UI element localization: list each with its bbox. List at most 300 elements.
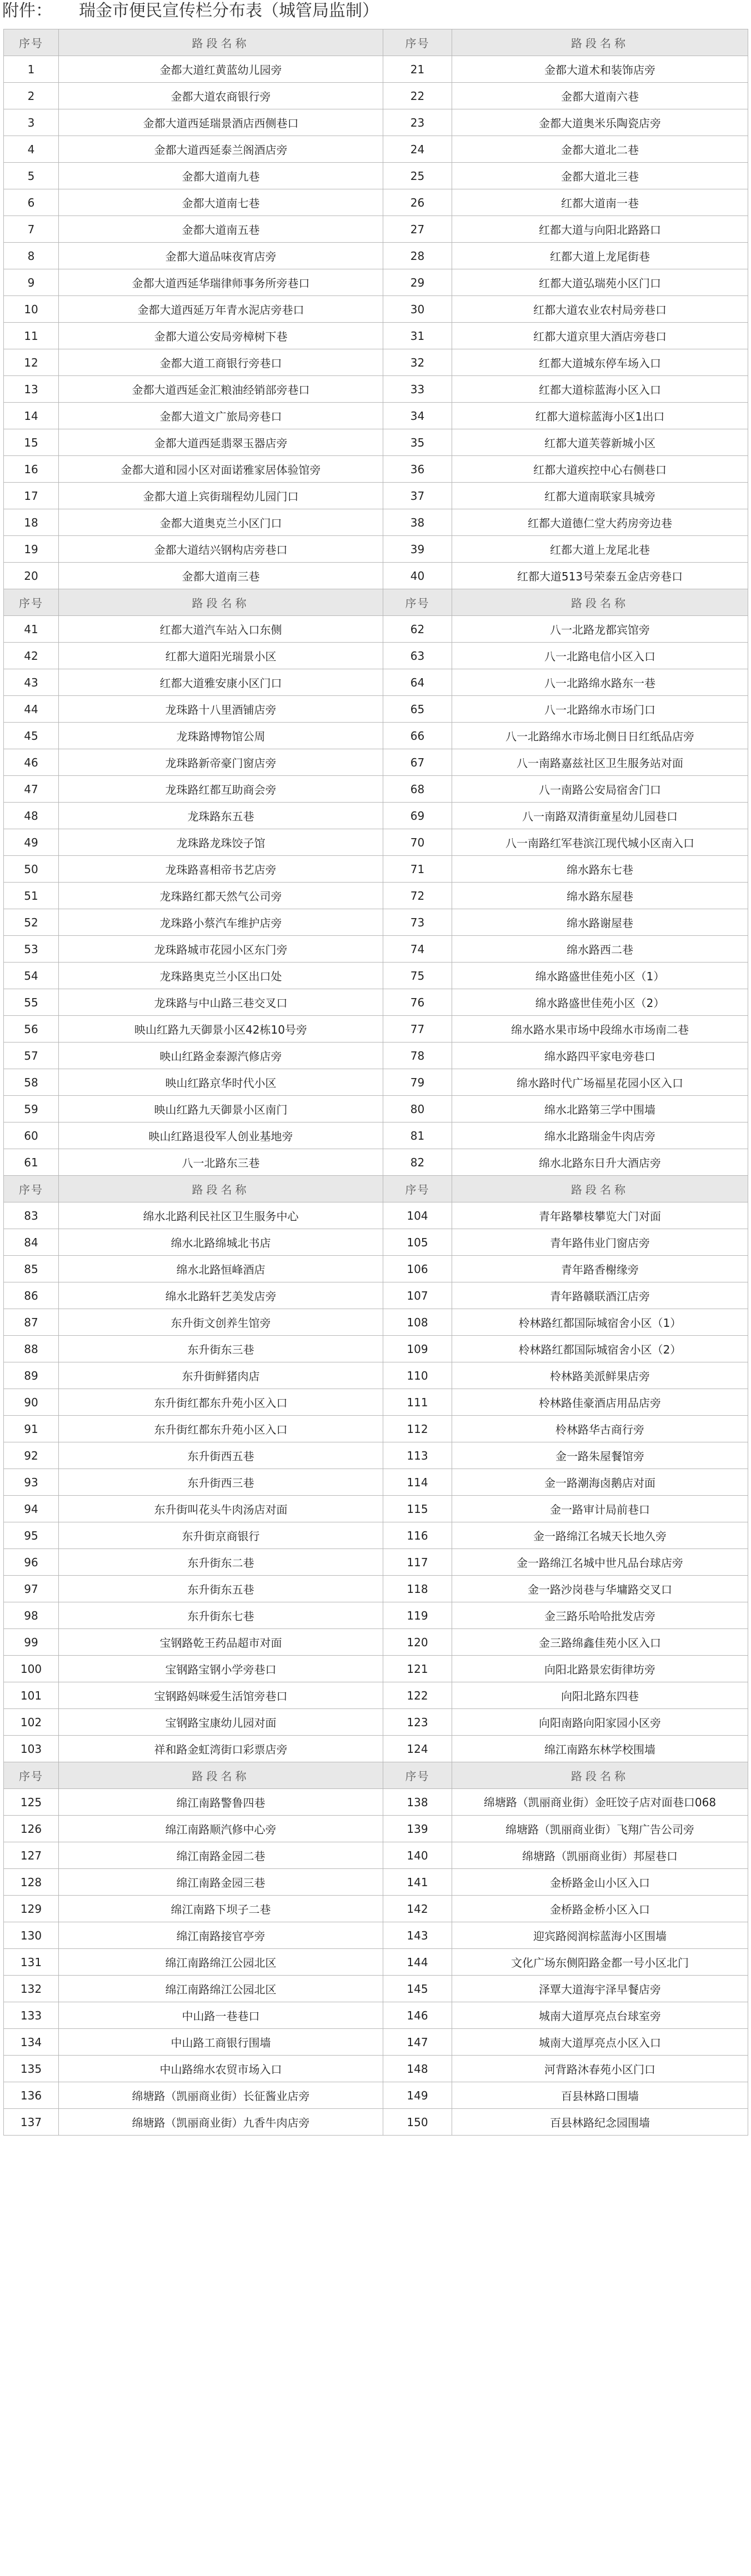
road-name-left: 龙珠路龙珠饺子馆 [59, 829, 383, 856]
road-name-left: 映山红路九天御景小区42栋10号旁 [59, 1016, 383, 1043]
table-row [4, 1389, 748, 1416]
serial-left: 19 [4, 536, 59, 563]
serial-right: 68 [383, 776, 452, 803]
road-name-right: 红都大道城东停车场入口 [452, 349, 748, 376]
serial-left: 60 [4, 1122, 59, 1149]
road-name-right: 柃林路红都国际城宿舍小区（2） [452, 1336, 748, 1362]
header-name-left: 路段名称 [59, 1762, 383, 1789]
road-name-right: 向阳北路景宏街律坊旁 [452, 1656, 748, 1682]
table-row [4, 989, 748, 1016]
road-name-left: 金都大道西延翡翠玉器店旁 [59, 429, 383, 456]
road-name-left: 东升街东七巷 [59, 1602, 383, 1629]
header-name-right: 路段名称 [452, 29, 748, 56]
serial-right: 108 [383, 1309, 452, 1336]
road-name-left: 金都大道奥克兰小区门口 [59, 509, 383, 536]
serial-left: 53 [4, 936, 59, 963]
table-row [4, 189, 748, 216]
table-row [4, 1069, 748, 1096]
header-serial-left: 序号 [4, 589, 59, 616]
road-name-right: 青年路攀枝攀览大门对面 [452, 1202, 748, 1229]
serial-left: 41 [4, 616, 59, 643]
serial-left: 47 [4, 776, 59, 803]
serial-right: 104 [383, 1202, 452, 1229]
road-name-right: 八一南路红军巷滨江现代城小区南入口 [452, 829, 748, 856]
table-row [4, 669, 748, 696]
serial-left: 6 [4, 189, 59, 216]
table-row [4, 1442, 748, 1469]
table-row [4, 1362, 748, 1389]
serial-left: 57 [4, 1043, 59, 1069]
road-name-right: 金一路审计局前巷口 [452, 1496, 748, 1522]
table-row [4, 109, 748, 136]
road-name-left: 东升街红都东升苑小区入口 [59, 1389, 383, 1416]
road-name-right: 八一南路公安局宿舍门口 [452, 776, 748, 803]
road-name-right: 城南大道厚亮点小区入口 [452, 2029, 748, 2056]
serial-right: 118 [383, 1576, 452, 1602]
road-name-right: 柃林路华古商行旁 [452, 1416, 748, 1442]
table-row [4, 803, 748, 829]
table-row [4, 1682, 748, 1709]
table-row [4, 1096, 748, 1122]
distribution-table [3, 29, 748, 2136]
road-name-right: 城南大道厚亮点台球室旁 [452, 2002, 748, 2029]
serial-left: 134 [4, 2029, 59, 2056]
serial-left: 126 [4, 1816, 59, 1842]
serial-right: 32 [383, 349, 452, 376]
serial-right: 107 [383, 1282, 452, 1309]
road-name-right: 青年路伟业门窗店旁 [452, 1229, 748, 1256]
road-name-right: 红都大道南一巷 [452, 189, 748, 216]
serial-right: 115 [383, 1496, 452, 1522]
road-name-left: 映山红路京华时代小区 [59, 1069, 383, 1096]
road-name-right: 绵塘路（凯丽商业街）邦屋巷口 [452, 1842, 748, 1869]
table-row [4, 1922, 748, 1949]
serial-right: 28 [383, 243, 452, 269]
road-name-left: 中山路一巷巷口 [59, 2002, 383, 2029]
serial-right: 144 [383, 1949, 452, 1976]
serial-left: 99 [4, 1629, 59, 1656]
serial-right: 70 [383, 829, 452, 856]
road-name-left: 八一北路东三巷 [59, 1149, 383, 1176]
serial-left: 18 [4, 509, 59, 536]
road-name-right: 红都大道农业农村局旁巷口 [452, 296, 748, 323]
table-header-row [4, 589, 748, 616]
table-row [4, 1202, 748, 1229]
road-name-left: 东升街文创养生馆旁 [59, 1309, 383, 1336]
road-name-right: 绵水北路东日升大酒店旁 [452, 1149, 748, 1176]
serial-left: 43 [4, 669, 59, 696]
serial-right: 145 [383, 1976, 452, 2002]
road-name-right: 红都大道上龙尾街巷 [452, 243, 748, 269]
table-row [4, 403, 748, 429]
road-name-right: 文化广场东侧阳路金都一号小区北门 [452, 1949, 748, 1976]
road-name-left: 龙珠路与中山路三巷交叉口 [59, 989, 383, 1016]
table-row [4, 1469, 748, 1496]
road-name-left: 金都大道西延华瑞律师事务所旁巷口 [59, 269, 383, 296]
serial-left: 127 [4, 1842, 59, 1869]
serial-left: 128 [4, 1869, 59, 1896]
table-row [4, 1256, 748, 1282]
serial-right: 79 [383, 1069, 452, 1096]
road-name-left: 绵江南路警鲁四巷 [59, 1789, 383, 1816]
road-name-right: 绵塘路（凯丽商业街）飞翔广告公司旁 [452, 1816, 748, 1842]
road-name-left: 映山红路退役军人创业基地旁 [59, 1122, 383, 1149]
header-serial-right: 序号 [383, 1762, 452, 1789]
table-row [4, 1336, 748, 1362]
serial-left: 12 [4, 349, 59, 376]
serial-left: 56 [4, 1016, 59, 1043]
road-name-right: 金桥路金山小区入口 [452, 1869, 748, 1896]
road-name-right: 绵水北路瑞金牛肉店旁 [452, 1122, 748, 1149]
serial-right: 117 [383, 1549, 452, 1576]
road-name-left: 东升街叫花头牛肉汤店对面 [59, 1496, 383, 1522]
road-name-right: 绵水路水果市场中段绵水市场南二巷 [452, 1016, 748, 1043]
road-name-left: 绵江南路绵江公园北区 [59, 1976, 383, 2002]
road-name-right: 红都大道弘瑞苑小区门口 [452, 269, 748, 296]
serial-left: 9 [4, 269, 59, 296]
road-name-right: 红都大道与向阳北路路口 [452, 216, 748, 243]
serial-right: 25 [383, 163, 452, 189]
table-row [4, 2029, 748, 2056]
serial-left: 58 [4, 1069, 59, 1096]
serial-left: 16 [4, 456, 59, 483]
serial-right: 123 [383, 1709, 452, 1736]
road-name-left: 金都大道南三巷 [59, 563, 383, 589]
table-row [4, 1043, 748, 1069]
serial-right: 121 [383, 1656, 452, 1682]
header-serial-right: 序号 [383, 1176, 452, 1202]
table-row [4, 856, 748, 883]
road-name-left: 金都大道南九巷 [59, 163, 383, 189]
serial-right: 71 [383, 856, 452, 883]
table-row [4, 1736, 748, 1762]
table-row [4, 2109, 748, 2136]
serial-left: 94 [4, 1496, 59, 1522]
table-row [4, 136, 748, 163]
road-name-right: 迎宾路阅润棕蓝海小区围墙 [452, 1922, 748, 1949]
serial-left: 93 [4, 1469, 59, 1496]
road-name-left: 东升街京商银行 [59, 1522, 383, 1549]
road-name-left: 祥和路金虹湾街口彩票店旁 [59, 1736, 383, 1762]
road-name-right: 绵水路四平家电旁巷口 [452, 1043, 748, 1069]
table-row [4, 1549, 748, 1576]
road-name-left: 红都大道汽车站入口东侧 [59, 616, 383, 643]
table-row [4, 723, 748, 749]
serial-right: 82 [383, 1149, 452, 1176]
table-row [4, 696, 748, 723]
road-name-right: 青年路赣联酒江店旁 [452, 1282, 748, 1309]
serial-left: 125 [4, 1789, 59, 1816]
road-name-right: 青年路香榭缘旁 [452, 1256, 748, 1282]
header-name-right: 路段名称 [452, 1176, 748, 1202]
road-name-right: 金一路朱屋餐馆旁 [452, 1442, 748, 1469]
table-row [4, 536, 748, 563]
road-name-left: 龙珠路东五巷 [59, 803, 383, 829]
road-name-left: 绵江南路顺汽修中心旁 [59, 1816, 383, 1842]
road-name-left: 映山红路九天御景小区南门 [59, 1096, 383, 1122]
serial-left: 54 [4, 963, 59, 989]
serial-left: 44 [4, 696, 59, 723]
serial-left: 92 [4, 1442, 59, 1469]
table-row [4, 1602, 748, 1629]
serial-left: 102 [4, 1709, 59, 1736]
serial-right: 39 [383, 536, 452, 563]
header-name-right: 路段名称 [452, 1762, 748, 1789]
serial-left: 101 [4, 1682, 59, 1709]
road-name-left: 东升街东三巷 [59, 1336, 383, 1362]
serial-left: 46 [4, 749, 59, 776]
table-row [4, 1816, 748, 1842]
table-row [4, 643, 748, 669]
road-name-right: 金都大道奥米乐陶瓷店旁 [452, 109, 748, 136]
serial-right: 122 [383, 1682, 452, 1709]
road-name-right: 绵水路东屋巷 [452, 883, 748, 909]
table-header-row [4, 1762, 748, 1789]
road-name-right: 金一路沙岗巷与华墉路交叉口 [452, 1576, 748, 1602]
serial-right: 67 [383, 749, 452, 776]
serial-left: 84 [4, 1229, 59, 1256]
table-row [4, 1709, 748, 1736]
road-name-right: 金一路绵江名城中世凡品台球店旁 [452, 1549, 748, 1576]
road-name-left: 金都大道南五巷 [59, 216, 383, 243]
serial-left: 136 [4, 2082, 59, 2109]
road-name-left: 宝钢路妈咪爱生活馆旁巷口 [59, 1682, 383, 1709]
road-name-left: 金都大道西延瑞景酒店西侧巷口 [59, 109, 383, 136]
road-name-left: 龙珠路城市花园小区东门旁 [59, 936, 383, 963]
serial-right: 74 [383, 936, 452, 963]
table-header-row [4, 1176, 748, 1202]
serial-left: 87 [4, 1309, 59, 1336]
serial-right: 81 [383, 1122, 452, 1149]
serial-right: 31 [383, 323, 452, 349]
serial-left: 10 [4, 296, 59, 323]
road-name-right: 金都大道北三巷 [452, 163, 748, 189]
serial-right: 142 [383, 1896, 452, 1922]
road-name-right: 柃林路红都国际城宿舍小区（1） [452, 1309, 748, 1336]
table-row [4, 1896, 748, 1922]
road-name-right: 金三路绵鑫佳苑小区入口 [452, 1629, 748, 1656]
road-name-left: 东升街东二巷 [59, 1549, 383, 1576]
road-name-right: 红都大道芙蓉新城小区 [452, 429, 748, 456]
table-row [4, 349, 748, 376]
road-name-right: 红都大道疾控中心右侧巷口 [452, 456, 748, 483]
serial-left: 98 [4, 1602, 59, 1629]
road-name-right: 红都大道德仁堂大药房旁边巷 [452, 509, 748, 536]
road-name-left: 东升街东五巷 [59, 1576, 383, 1602]
serial-right: 21 [383, 56, 452, 83]
serial-right: 24 [383, 136, 452, 163]
road-name-left: 红都大道阳光瑞景小区 [59, 643, 383, 669]
serial-right: 112 [383, 1416, 452, 1442]
serial-right: 23 [383, 109, 452, 136]
serial-right: 30 [383, 296, 452, 323]
serial-right: 119 [383, 1602, 452, 1629]
road-name-right: 绵塘路（凯丽商业街）金旺饺子店对面巷口068 [452, 1789, 748, 1816]
road-name-left: 映山红路金泰源汽修店旁 [59, 1043, 383, 1069]
serial-right: 29 [383, 269, 452, 296]
serial-left: 90 [4, 1389, 59, 1416]
serial-left: 52 [4, 909, 59, 936]
document-title: 瑞金市便民宣传栏分布表（城管局监制） [79, 1, 379, 21]
table-row [4, 56, 748, 83]
serial-right: 27 [383, 216, 452, 243]
road-name-left: 绵江南路绵江公园北区 [59, 1949, 383, 1976]
table-row [4, 483, 748, 509]
serial-right: 111 [383, 1389, 452, 1416]
serial-right: 139 [383, 1816, 452, 1842]
road-name-left: 绵水北路恒峰酒店 [59, 1256, 383, 1282]
road-name-left: 龙珠路新帝豪门窗店旁 [59, 749, 383, 776]
serial-left: 129 [4, 1896, 59, 1922]
serial-left: 61 [4, 1149, 59, 1176]
road-name-left: 绵江南路金园二巷 [59, 1842, 383, 1869]
road-name-right: 八一北路绵水市场北侧日日红纸品店旁 [452, 723, 748, 749]
serial-right: 150 [383, 2109, 452, 2136]
serial-left: 86 [4, 1282, 59, 1309]
table-row [4, 456, 748, 483]
serial-left: 96 [4, 1549, 59, 1576]
header-name-right: 路段名称 [452, 589, 748, 616]
serial-left: 131 [4, 1949, 59, 1976]
serial-right: 66 [383, 723, 452, 749]
road-name-left: 绵塘路（凯丽商业街）九香牛肉店旁 [59, 2109, 383, 2136]
table-row [4, 243, 748, 269]
road-name-right: 八一南路双清街童星幼儿园巷口 [452, 803, 748, 829]
road-name-right: 河背路沐春苑小区门口 [452, 2056, 748, 2082]
serial-right: 34 [383, 403, 452, 429]
road-name-right: 绵水路盛世佳苑小区（1） [452, 963, 748, 989]
road-name-left: 宝钢路宝钢小学旁巷口 [59, 1656, 383, 1682]
serial-left: 5 [4, 163, 59, 189]
serial-right: 138 [383, 1789, 452, 1816]
road-name-left: 绵水北路轩艺美发店旁 [59, 1282, 383, 1309]
table-row [4, 1496, 748, 1522]
road-name-left: 东升街西五巷 [59, 1442, 383, 1469]
serial-right: 147 [383, 2029, 452, 2056]
serial-right: 143 [383, 1922, 452, 1949]
table-row [4, 1629, 748, 1656]
table-row [4, 2002, 748, 2029]
table-row [4, 1416, 748, 1442]
table-row [4, 1576, 748, 1602]
table-row [4, 936, 748, 963]
serial-left: 130 [4, 1922, 59, 1949]
table-row [4, 296, 748, 323]
table-row [4, 1149, 748, 1176]
serial-left: 97 [4, 1576, 59, 1602]
table-row [4, 2056, 748, 2082]
serial-left: 50 [4, 856, 59, 883]
serial-left: 49 [4, 829, 59, 856]
road-name-left: 龙珠路红都天然气公司旁 [59, 883, 383, 909]
table-row [4, 429, 748, 456]
serial-right: 72 [383, 883, 452, 909]
road-name-right: 柃林路美派鲜果店旁 [452, 1362, 748, 1389]
road-name-right: 红都大道上龙尾北巷 [452, 536, 748, 563]
serial-left: 83 [4, 1202, 59, 1229]
table-row [4, 776, 748, 803]
road-name-left: 金都大道西延泰兰阁酒店旁 [59, 136, 383, 163]
table-row [4, 829, 748, 856]
serial-left: 95 [4, 1522, 59, 1549]
table-row [4, 1869, 748, 1896]
distribution-table-body [4, 29, 748, 2136]
road-name-left: 绵江南路下坝子二巷 [59, 1896, 383, 1922]
road-name-right: 金都大道术和装饰店旁 [452, 56, 748, 83]
serial-left: 4 [4, 136, 59, 163]
table-row [4, 269, 748, 296]
header-serial-right: 序号 [383, 29, 452, 56]
road-name-right: 百县林路纪念园围墙 [452, 2109, 748, 2136]
road-name-left: 东升街鲜猪肉店 [59, 1362, 383, 1389]
serial-left: 15 [4, 429, 59, 456]
serial-right: 80 [383, 1096, 452, 1122]
serial-left: 11 [4, 323, 59, 349]
road-name-left: 金都大道工商银行旁巷口 [59, 349, 383, 376]
serial-right: 105 [383, 1229, 452, 1256]
table-row [4, 1789, 748, 1816]
table-row [4, 376, 748, 403]
serial-left: 135 [4, 2056, 59, 2082]
road-name-left: 龙珠路喜相帝书艺店旁 [59, 856, 383, 883]
road-name-left: 宝钢路乾王药品超市对面 [59, 1629, 383, 1656]
table-row [4, 1016, 748, 1043]
serial-left: 1 [4, 56, 59, 83]
road-name-right: 金都大道北二巷 [452, 136, 748, 163]
road-name-right: 红都大道513号荣泰五金店旁巷口 [452, 563, 748, 589]
serial-right: 36 [383, 456, 452, 483]
road-name-right: 绵水路谢屋巷 [452, 909, 748, 936]
road-name-left: 金都大道红黄蓝幼儿园旁 [59, 56, 383, 83]
road-name-right: 红都大道京里大酒店旁巷口 [452, 323, 748, 349]
document-title-line [0, 0, 751, 29]
road-name-right: 金桥路金桥小区入口 [452, 1896, 748, 1922]
table-row [4, 749, 748, 776]
road-name-right: 向阳北路东四巷 [452, 1682, 748, 1709]
serial-left: 132 [4, 1976, 59, 2002]
serial-left: 59 [4, 1096, 59, 1122]
road-name-right: 红都大道棕蓝海小区入口 [452, 376, 748, 403]
road-name-right: 柃林路佳豪酒店用品店旁 [452, 1389, 748, 1416]
serial-right: 77 [383, 1016, 452, 1043]
road-name-left: 金都大道农商银行旁 [59, 83, 383, 109]
header-serial-right: 序号 [383, 589, 452, 616]
table-row [4, 1656, 748, 1682]
road-name-right: 八一北路电信小区入口 [452, 643, 748, 669]
header-name-left: 路段名称 [59, 1176, 383, 1202]
serial-left: 55 [4, 989, 59, 1016]
serial-right: 35 [383, 429, 452, 456]
road-name-left: 绵江南路接官亭旁 [59, 1922, 383, 1949]
serial-right: 124 [383, 1736, 452, 1762]
road-name-right: 八一北路龙都宾馆旁 [452, 616, 748, 643]
serial-right: 114 [383, 1469, 452, 1496]
serial-right: 64 [383, 669, 452, 696]
road-name-left: 金都大道和园小区对面诺雅家居体验馆旁 [59, 456, 383, 483]
road-name-left: 宝钢路宝康幼儿园对面 [59, 1709, 383, 1736]
serial-left: 100 [4, 1656, 59, 1682]
road-name-left: 龙珠路红都互助商会旁 [59, 776, 383, 803]
road-name-right: 绵水路盛世佳苑小区（2） [452, 989, 748, 1016]
road-name-right: 红都大道棕蓝海小区1出口 [452, 403, 748, 429]
road-name-left: 金都大道品味夜宵店旁 [59, 243, 383, 269]
table-row [4, 1122, 748, 1149]
road-name-right: 绵水路时代广场福星花园小区入口 [452, 1069, 748, 1096]
road-name-right: 八一南路嘉兹社区卫生服务站对面 [452, 749, 748, 776]
serial-left: 137 [4, 2109, 59, 2136]
serial-left: 13 [4, 376, 59, 403]
road-name-left: 金都大道结兴钢构店旁巷口 [59, 536, 383, 563]
